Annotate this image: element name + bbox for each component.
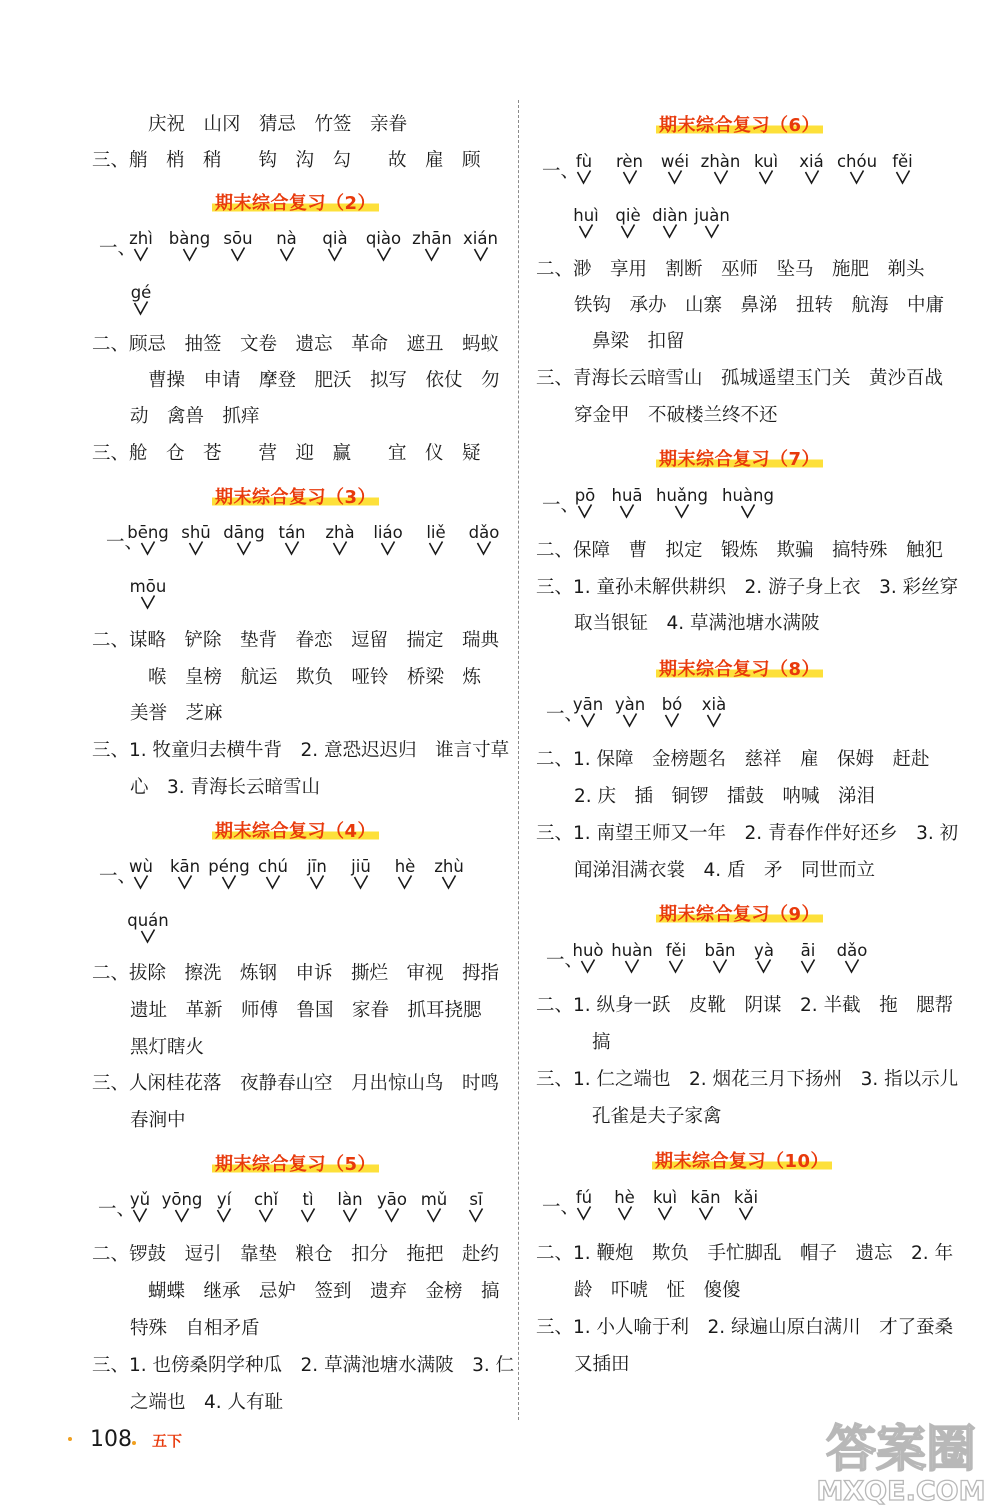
section-title — [656, 448, 823, 472]
pinyin-item: wéi — [660, 152, 690, 171]
check-mark-icon — [284, 540, 300, 556]
answer-line: 三、1. 童孙未解供耕织 2. 游子身上衣 3. 彩丝穿 — [536, 577, 959, 598]
section-label: 一、 — [99, 238, 137, 259]
check-mark-icon — [468, 1207, 484, 1223]
pinyin-item: làn — [337, 1190, 363, 1209]
pinyin-item: jīn — [307, 857, 327, 876]
answer-line: 心 3. 青海长云暗雪山 — [130, 777, 321, 798]
pinyin-row — [0, 857, 515, 893]
pinyin-item: huàn — [611, 941, 653, 960]
section-title-text: 期末综合复习（3） — [212, 487, 379, 508]
pinyin-item: tán — [278, 523, 306, 542]
answer-line: 二、谋略 铲除 垫背 眷恋 逗留 揣定 瑞典 — [92, 630, 500, 651]
section-title-text: 期末综合复习（2） — [212, 193, 379, 214]
pinyin-item: bān — [704, 941, 736, 960]
check-mark-icon — [624, 958, 640, 974]
pinyin-item: dāng — [223, 523, 265, 542]
pinyin-item: qià — [322, 229, 348, 248]
check-mark-icon — [397, 874, 413, 890]
pinyin-item: qiè — [615, 206, 641, 225]
check-mark-icon — [441, 874, 457, 890]
section-label: 一、 — [542, 161, 580, 182]
answer-line: 三、人闲桂花落 夜静春山空 月出惊山鸟 时鸣 — [92, 1073, 500, 1094]
answer-line: 黑灯瞎火 — [130, 1037, 205, 1058]
answer-line: 鼻梁 扣留 — [592, 331, 685, 352]
pinyin-item: zhàn — [700, 152, 741, 171]
answer-line: 三、1. 南望王师又一年 2. 青春作伴好还乡 3. 初 — [536, 823, 959, 844]
pinyin-item: mǔ — [420, 1190, 448, 1209]
pinyin-row — [0, 1190, 515, 1226]
check-mark-icon — [236, 540, 252, 556]
answer-line: 又插田 — [574, 1354, 630, 1375]
section-title-text: 期末综合复习（8） — [656, 659, 823, 680]
pinyin-item: wù — [129, 857, 153, 876]
check-mark-icon — [758, 169, 774, 185]
section-title-text: 期末综合复习（9） — [656, 904, 823, 925]
pinyin-item: kuì — [753, 152, 779, 171]
pinyin-item: kān — [169, 857, 201, 876]
check-mark-icon — [384, 1207, 400, 1223]
check-mark-icon — [662, 223, 678, 239]
answer-line: 之端也 4. 人有耻 — [130, 1392, 284, 1413]
answer-line: 三、舱 仓 苍 营 迎 赢 宜 仪 疑 — [92, 443, 481, 464]
check-mark-icon — [353, 874, 369, 890]
pinyin-item: huàng — [722, 486, 774, 505]
check-mark-icon — [844, 958, 860, 974]
check-mark-icon — [657, 1205, 673, 1221]
section-title — [212, 820, 379, 844]
answer-line: 三、1. 仁之端也 2. 烟花三月下扬州 3. 指以示儿 — [536, 1069, 959, 1090]
check-mark-icon — [698, 1205, 714, 1221]
section-title — [212, 192, 379, 216]
check-mark-icon — [578, 223, 594, 239]
check-mark-icon — [674, 503, 690, 519]
check-mark-icon — [140, 540, 156, 556]
pinyin-item: rèn — [615, 152, 644, 171]
check-mark-icon — [756, 958, 772, 974]
pinyin-row — [522, 941, 1000, 977]
check-mark-icon — [133, 300, 149, 316]
check-mark-icon — [300, 1207, 316, 1223]
pinyin-row — [522, 695, 1000, 731]
pinyin-item: pō — [574, 486, 596, 505]
check-mark-icon — [895, 169, 911, 185]
section-label: 一、 — [99, 866, 137, 887]
pinyin-item: hè — [614, 1188, 635, 1207]
pinyin-item: jiū — [351, 857, 371, 876]
pinyin-item: zhì — [129, 229, 153, 248]
check-mark-icon — [309, 874, 325, 890]
answer-line: 美誉 芝麻 — [130, 703, 223, 724]
check-mark-icon — [265, 874, 281, 890]
answer-line: 二、渺 享用 割断 巫师 坠马 施肥 剃头 — [536, 259, 925, 280]
section-title — [656, 658, 823, 682]
pinyin-item: huā — [611, 486, 643, 505]
pinyin-item: yǔ — [129, 1190, 151, 1209]
section-label: 一、 — [546, 704, 584, 725]
check-mark-icon — [342, 1207, 358, 1223]
check-mark-icon — [230, 246, 246, 262]
pinyin-item: zhù — [434, 857, 464, 876]
footer-decoration-dot — [132, 1441, 136, 1445]
watermark-logo — [808, 1414, 994, 1506]
pinyin-item: yōng — [161, 1190, 203, 1209]
pinyin-item: chú — [258, 857, 288, 876]
check-mark-icon — [473, 246, 489, 262]
answer-line: 搞 — [592, 1032, 611, 1053]
answer-line: 龄 吓唬 怔 傻傻 — [574, 1280, 741, 1301]
check-mark-icon — [804, 169, 820, 185]
check-mark-icon — [580, 712, 596, 728]
pinyin-item: hè — [394, 857, 416, 876]
pinyin-item: yàn — [614, 695, 646, 714]
section-title — [652, 1150, 832, 1174]
check-mark-icon — [667, 169, 683, 185]
answer-line: 孔雀是夫子家禽 — [592, 1106, 722, 1127]
check-mark-icon — [849, 169, 865, 185]
section-label: 一、 — [542, 1197, 580, 1218]
column-divider — [518, 100, 519, 1420]
pinyin-row — [522, 206, 1000, 242]
pinyin-item: fěi — [665, 941, 687, 960]
check-mark-icon — [738, 1205, 754, 1221]
section-title-text: 期末综合复习（4） — [212, 821, 379, 842]
check-mark-icon — [177, 874, 193, 890]
answer-line: 春涧中 — [130, 1110, 186, 1131]
pinyin-item: xià — [701, 695, 727, 714]
section-label: 一、 — [98, 1199, 136, 1220]
pinyin-item: liě — [426, 523, 446, 542]
pinyin-item: yān — [572, 695, 604, 714]
pinyin-item: shū — [181, 523, 211, 542]
section-title — [656, 903, 823, 927]
answer-line: 三、1. 也傍桑阴学种瓜 2. 草满池塘水满陂 3. 仁 — [92, 1355, 515, 1376]
section-title — [212, 1153, 379, 1177]
check-mark-icon — [617, 1205, 633, 1221]
pinyin-item: dǎo — [836, 941, 868, 960]
answer-line: 二、拔除 擦洗 炼钢 申诉 撕烂 审视 拇指 — [92, 963, 500, 984]
pinyin-row — [522, 152, 1000, 188]
check-mark-icon — [258, 1207, 274, 1223]
answer-line: 三、1. 小人喻于利 2. 绿遍山原白满川 才了蚕桑 — [536, 1317, 954, 1338]
pinyin-item: juàn — [694, 206, 730, 225]
answer-line: 穿金甲 不破楼兰终不还 — [574, 405, 778, 426]
section-title — [656, 114, 823, 138]
section-title-text: 期末综合复习（7） — [656, 449, 823, 470]
pinyin-item: quán — [127, 911, 169, 930]
answer-line: 三、1. 牧童归去横牛背 2. 意恐迟迟归 谁言寸草 — [92, 740, 510, 761]
pinyin-item: xiá — [799, 152, 824, 171]
pinyin-item: kǎi — [733, 1188, 759, 1207]
answer-line: 三、青海长云暗雪山 孤城遥望玉门关 黄沙百战 — [536, 368, 944, 389]
grade-label: 五下 — [152, 1432, 183, 1450]
pinyin-row — [0, 911, 515, 947]
pinyin-item: bēng — [127, 523, 169, 542]
answer-line: 遗址 革新 师傅 鲁国 家眷 抓耳挠腮 — [130, 1000, 482, 1021]
check-mark-icon — [279, 246, 295, 262]
check-mark-icon — [706, 712, 722, 728]
pinyin-item: sī — [469, 1190, 483, 1209]
check-mark-icon — [576, 1205, 592, 1221]
answer-line: 曹操 申请 摩登 肥沃 拟写 依仗 勿 — [148, 370, 500, 391]
pinyin-row — [522, 486, 1000, 522]
answer-line: 二、顾忌 抽签 文卷 遗忘 革命 遮丑 蚂蚁 — [92, 334, 500, 355]
section-title-text: 期末综合复习（10） — [652, 1151, 832, 1172]
answer-line: 蝴蝶 继承 忌妒 签到 遗弃 金榜 搞 — [148, 1281, 500, 1302]
pinyin-row — [0, 229, 515, 265]
pinyin-item: zhà — [325, 523, 355, 542]
pinyin-item: péng — [208, 857, 250, 876]
pinyin-item: fù — [575, 152, 593, 171]
pinyin-item: xián — [463, 229, 498, 248]
check-mark-icon — [476, 540, 492, 556]
pinyin-item: fěi — [892, 152, 913, 171]
check-mark-icon — [424, 246, 440, 262]
pinyin-item: kān — [690, 1188, 721, 1207]
answer-line: 二、1. 保障 金榜题名 慈祥 雇 保姆 赶赴 — [536, 749, 930, 770]
check-mark-icon — [132, 1207, 148, 1223]
check-mark-icon — [713, 169, 729, 185]
check-mark-icon — [428, 540, 444, 556]
check-mark-icon — [622, 169, 638, 185]
check-mark-icon — [622, 712, 638, 728]
answer-line: 动 禽兽 抓痒 — [130, 406, 260, 427]
section-label: 一、 — [106, 532, 144, 553]
check-mark-icon — [221, 874, 237, 890]
check-mark-icon — [140, 594, 156, 610]
watermark-text-bottom: MXQE.COM — [816, 1476, 986, 1506]
pinyin-item: qiào — [365, 229, 402, 248]
check-mark-icon — [140, 928, 156, 944]
check-mark-icon — [188, 540, 204, 556]
check-mark-icon — [619, 503, 635, 519]
answer-line: 庆祝 山冈 猜忌 竹签 亲眷 — [148, 114, 408, 135]
pinyin-item: huò — [572, 941, 604, 960]
answer-line: 二、1. 纵身一跃 皮靴 阴谋 2. 半截 拖 腮帮 — [536, 995, 954, 1016]
pinyin-row — [0, 283, 515, 319]
check-mark-icon — [620, 223, 636, 239]
pinyin-item: fú — [575, 1188, 593, 1207]
pinyin-row — [0, 523, 515, 559]
answer-line: 二、1. 鞭炮 欺负 手忙脚乱 帽子 遗忘 2. 年 — [536, 1243, 954, 1264]
answer-line: 铁钩 承办 山寨 鼻涕 扭转 航海 中庸 — [574, 295, 945, 316]
answer-line: 二、锣鼓 逗引 靠垫 粮仓 扣分 拖把 赴约 — [92, 1244, 500, 1265]
pinyin-item: huì — [573, 206, 599, 225]
check-mark-icon — [174, 1207, 190, 1223]
pinyin-item: bàng — [168, 229, 211, 248]
pinyin-item: chǐ — [253, 1190, 279, 1209]
pinyin-item: yà — [754, 941, 774, 960]
pinyin-item: diàn — [652, 206, 688, 225]
pinyin-item: chóu — [836, 152, 878, 171]
check-mark-icon — [712, 958, 728, 974]
pinyin-item: yāo — [377, 1190, 407, 1209]
answer-line: 喉 皇榜 航运 欺负 哑铃 桥梁 炼 — [148, 667, 482, 688]
watermark-text-top: 答案圈 — [826, 1420, 976, 1478]
pinyin-item: dǎo — [468, 523, 500, 542]
pinyin-item: zhān — [412, 229, 452, 248]
section-title-text: 期末综合复习（6） — [656, 115, 823, 136]
pinyin-item: gé — [130, 283, 152, 302]
pinyin-item: sōu — [223, 229, 253, 248]
answer-line: 2. 庆 插 铜锣 擂鼓 呐喊 涕泪 — [574, 786, 876, 807]
check-mark-icon — [704, 223, 720, 239]
check-mark-icon — [380, 540, 396, 556]
section-title — [212, 486, 379, 510]
check-mark-icon — [664, 712, 680, 728]
answer-line: 取当银钲 4. 草满池塘水满陂 — [574, 613, 820, 634]
pinyin-item: tì — [302, 1190, 314, 1209]
check-mark-icon — [577, 503, 593, 519]
check-mark-icon — [133, 874, 149, 890]
check-mark-icon — [332, 540, 348, 556]
pinyin-item: kuì — [652, 1188, 678, 1207]
check-mark-icon — [327, 246, 343, 262]
pinyin-item: yí — [216, 1190, 232, 1209]
pinyin-item: āi — [800, 941, 816, 960]
section-title-text: 期末综合复习（5） — [212, 1154, 379, 1175]
check-mark-icon — [800, 958, 816, 974]
check-mark-icon — [133, 246, 149, 262]
check-mark-icon — [216, 1207, 232, 1223]
answer-line: 二、保障 曹 拟定 锻炼 欺骗 搞特殊 触犯 — [536, 540, 944, 561]
page-number: 108 — [90, 1427, 132, 1452]
pinyin-row — [0, 577, 515, 613]
check-mark-icon — [740, 503, 756, 519]
pinyin-row — [522, 1188, 1000, 1224]
section-label: 一、 — [542, 495, 580, 516]
pinyin-item: nà — [276, 229, 297, 248]
check-mark-icon — [426, 1207, 442, 1223]
answer-line: 闻涕泪满衣裳 4. 盾 矛 同世而立 — [574, 860, 876, 881]
answer-line: 特殊 自相矛盾 — [130, 1318, 260, 1339]
pinyin-item: huǎng — [656, 486, 708, 505]
footer-decoration-dot — [68, 1437, 72, 1441]
answer-line: 三、艄 梢 稍 钩 沟 勾 故 雇 顾 — [92, 150, 481, 171]
check-mark-icon — [580, 958, 596, 974]
pinyin-item: mōu — [129, 577, 167, 596]
section-label: 一、 — [546, 950, 584, 971]
check-mark-icon — [668, 958, 684, 974]
check-mark-icon — [576, 169, 592, 185]
check-mark-icon — [182, 246, 198, 262]
pinyin-item: bó — [661, 695, 683, 714]
pinyin-item: liáo — [373, 523, 403, 542]
check-mark-icon — [376, 246, 392, 262]
